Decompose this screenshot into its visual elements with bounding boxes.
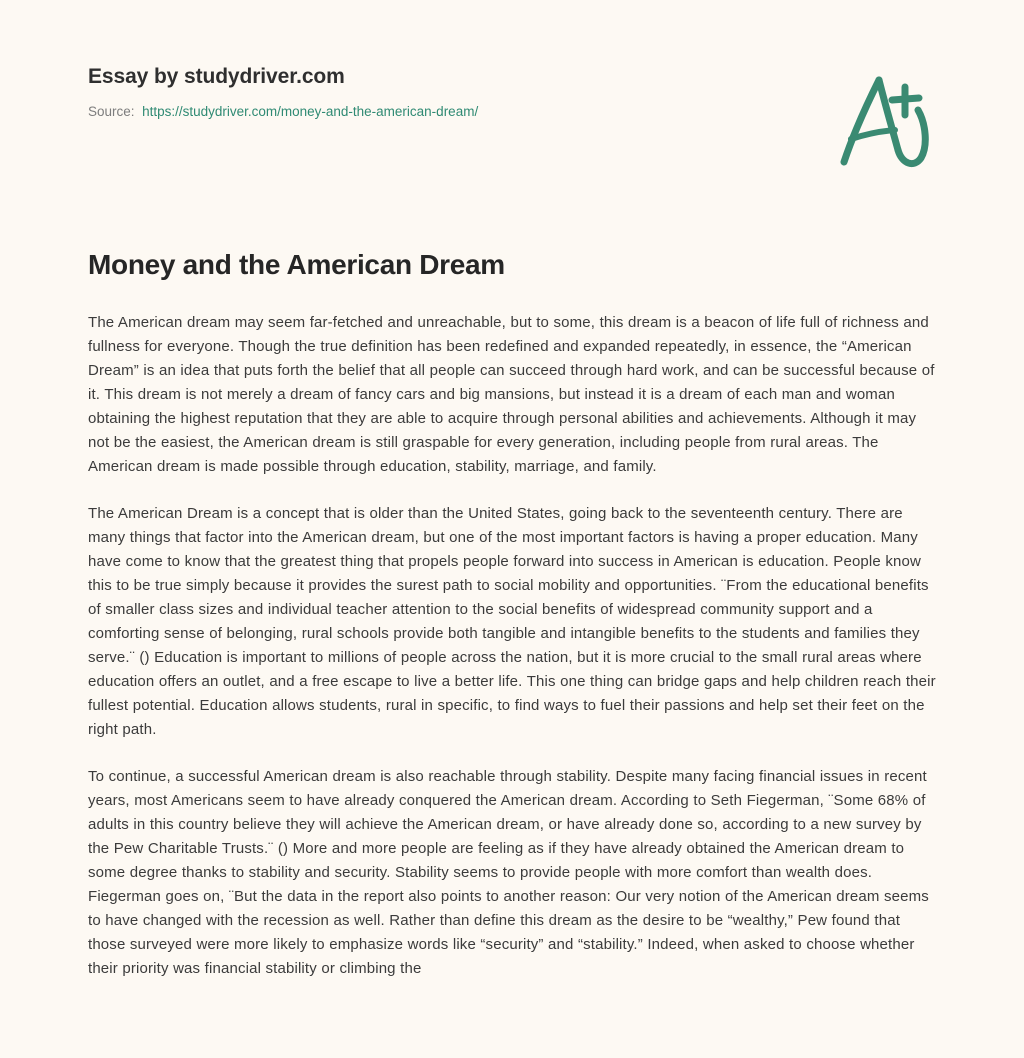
source-url-link[interactable]: https://studydriver.com/money-and-the-american-dream/ [142, 104, 479, 120]
paragraph: The American dream may seem far-fetched and unreachable, but to some, this dream is a beacon of life full of richness and fullness for everyone. Though the true definition has been redefined and expanded repeatedly, in essence, the “American Dream” is an idea that puts forth the belief that all people can succeed through hard work, and can be successful because of it. This dream is not merely a dream of fancy cars and big mansions, but instead it is a dream of each man and woman obtaining the highest reputation that they are able to acquire through personal abilities and achievements. Although it may not be the easiest, the American dream is still graspable for every generation, including people from rural areas. The American dream is made possible through education, stability, marriage, and family. [88, 314, 935, 475]
essay-body [88, 311, 936, 981]
source-label: Source: [88, 104, 135, 120]
source-line [88, 103, 936, 121]
page-title: Money and the American Dream [88, 249, 505, 280]
paragraph: The American Dream is a concept that is older than the United States, going back to the seventeenth century. There are many things that factor into the American dream, but one of the most important factors is having a proper education. Many have come to know that the greatest thing that propels people forward into success in American is education. People know this to be true simply because it provides the surest path to social mobility and opportunities. ¨From the educational benefits of smaller class sizes and individual teacher attention to the social benefits of widespread community support and a comforting sense of belonging, rural schools provide both tangible and intangible benefits to the students and families they serve.¨ () Education is important to millions of people across the nation, but it is more crucial to the small rural areas where education offers an outlet, and a free escape to live a better life. This one thing can bridge gaps and help children reach their fullest potential. Education allows students, rural in specific, to find ways to fuel their passions and help set their feet on the right path. [88, 505, 936, 738]
a-plus-logo [822, 62, 942, 180]
paragraph: To continue, a successful American dream is also reachable through stability. Despite many facing financial issues in recent years, most Americans seem to have already conquered the American dream. According to Seth Fiegerman, ¨Some 68% of adults in this country believe they will achieve the American dream, or have already done so, according to a new survey by the Pew Charitable Trusts.¨ () More and more people are feeling as if they have already obtained the American dream to some degree thanks to stability and security. Stability seems to provide people with more comfort than wealth does. Fiegerman goes on, ¨But the data in the report also points to another reason: Our very notion of the American dream seems to have changed with the recession as well. Rather than define this dream as the desire to be “wealthy,” Pew found that those surveyed were more likely to emphasize words like “security” and “stability.” Indeed, when asked to choose whether their priority was financial stability or climbing the [88, 768, 929, 977]
essay-source-brand: Essay by studydriver.com [88, 65, 345, 88]
